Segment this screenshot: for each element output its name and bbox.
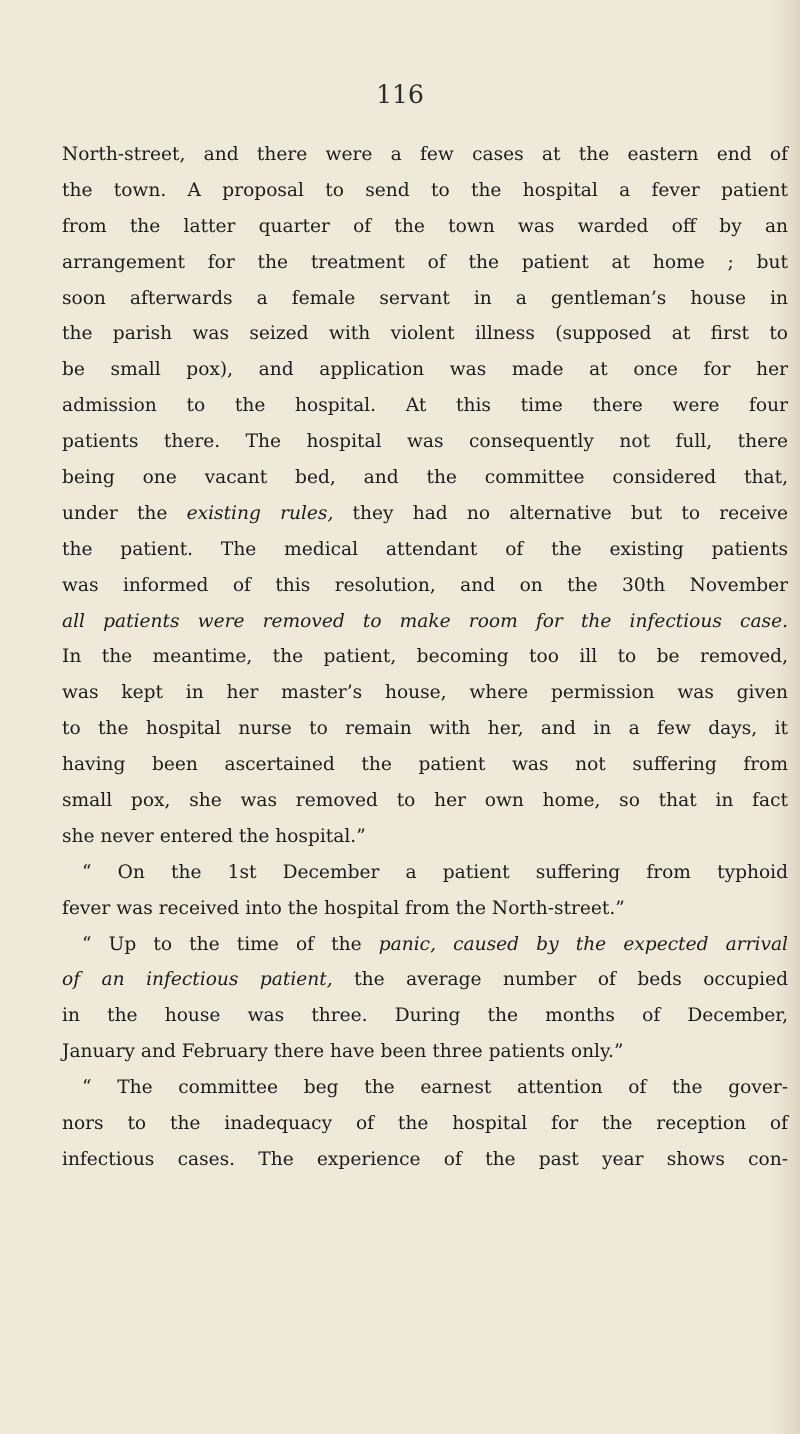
text-run: was kept in her master’s house, where permission was given [62,682,788,704]
text-line [62,209,788,245]
text-line [62,568,788,604]
text-run: to the hospital nurse to remain with her, and in a few days, it [62,718,788,740]
text-line [62,532,788,568]
text-run: “ On the 1st December a patient suffering from typhoid [82,861,788,883]
text-line [62,747,788,783]
text-run: the patient. The medical attendant of the existing patients [62,538,788,560]
text-run: patients there. The hospital was consequently not full, there [62,431,788,453]
text-run: nors to the inadequacy of the hospital for the reception of [62,1113,788,1135]
text-line [62,675,788,711]
text-run: be small pox), and application was made at once for her [62,359,788,381]
text-line [62,711,788,747]
italic-text: existing rules, [186,502,334,524]
text-line [62,1070,788,1106]
text-line [62,245,788,281]
text-line [62,173,788,209]
text-run: the parish was seized with violent illness (supposed at first to [62,323,788,345]
italic-text: of an infectious patient, [62,969,333,991]
text-run: small pox, she was removed to her own home, so that in fact [62,790,788,812]
text-run: was informed of this resolution, and on the 30th November [62,574,788,596]
text-run: fever was received into the hospital from the North-street.” [62,897,625,919]
italic-text: all patients were removed to make room for the infectious case. [62,610,788,632]
text-run: in the house was three. During the months of December, [62,1005,788,1027]
text-line [62,496,788,532]
text-run: from the latter quarter of the town was warded off by an [62,215,788,237]
text-run: the town. A proposal to send to the hospital a fever patient [62,179,788,201]
text-run: soon afterwards a female servant in a gentleman’s house in [62,287,788,309]
text-line [62,962,788,998]
text-line [62,1142,788,1178]
text-line [62,1106,788,1142]
text-line [62,281,788,317]
text-run: “ The committee beg the earnest attention of the gover- [82,1077,788,1099]
text-run: the average number of beds occupied [332,969,788,991]
text-line [62,424,788,460]
text-line [62,819,788,855]
body-text [62,137,788,1178]
text-line [62,1034,788,1070]
text-line [62,460,788,496]
text-line [62,855,788,891]
text-run: admission to the hospital. At this time there were four [62,395,788,417]
text-run: under the [62,502,187,524]
text-line [62,388,788,424]
text-run: they had no alternative but to receive [333,502,789,524]
text-line [62,316,788,352]
text-line [62,927,788,963]
text-run: infectious cases. The experience of the past year shows con- [62,1148,788,1170]
text-line [62,352,788,388]
text-run: January and February there have been three patients only.” [62,1041,624,1063]
text-line [62,137,788,173]
text-run: arrangement for the treatment of the patient at home ; but [62,251,788,273]
text-line [62,891,788,927]
text-line [62,783,788,819]
text-run: having been ascertained the patient was not suffering from [62,754,788,776]
text-run: In the meantime, the patient, becoming too ill to be removed, [62,646,788,668]
italic-text: panic, caused by the expected arrival [378,933,788,955]
text-line [62,639,788,675]
text-run: being one vacant bed, and the committee considered that, [62,467,788,489]
text-line [62,604,788,640]
text-run: North-street, and there were a few cases at the eastern end of [62,144,788,165]
text-line [62,998,788,1034]
text-run: she never entered the hospital.” [62,825,366,847]
page-number: 116 [376,80,424,109]
text-run: “ Up to the time of the [82,933,379,955]
